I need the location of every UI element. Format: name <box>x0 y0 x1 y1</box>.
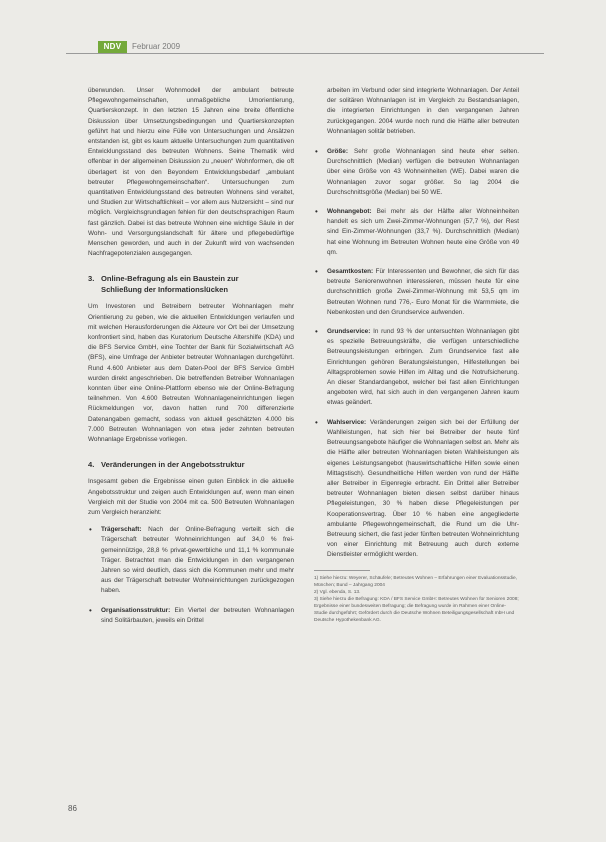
footnote: 1) Siehe hierzu: Weyerer, Schäufele; Betreutes Wohnen – Erfahrungen einer Evaluationsstudie, München; Bund – Jahrgang 2004 <box>314 575 518 588</box>
bullet-traegerschaft <box>88 525 294 596</box>
bullet-wahlservice <box>314 418 519 561</box>
footnote: 3) Siehe hierzu die Befragung: KDA / BFS Service GmbH: Betreutes Wohnen für Senioren 2008; Ergebnisse einer bundesweiten Befragung; die Befragung wurde im Rahmen einer Online-Studie durchgeführt; Gefördert durch die Deutsche Wohnen Beteiligungsgesellschaft mbH und Deutsche Hypothekenbank AG. <box>314 596 519 623</box>
bullet-label: Gesamtkosten: <box>327 268 374 276</box>
section-4-heading <box>88 459 294 470</box>
bullet-text: Nach der Online-Befragung verteilt sich die Trägerschaft betreuter Wohneinrichtungen auf 34,0 % frei-gemeinnützige, 28,8 % privat-gewerbliche und 11,1 % kommunale Träger. Betrachtet man die Entwicklungen in den vergangenen Jahren so wird deutlich, dass sich die Kommunen mehr und mehr aus der Trägerschaft betreuter Wohneinrichtungen zurückgezogen haben. <box>101 526 294 595</box>
footnote-rule <box>314 570 370 571</box>
bullet-label: Größe: <box>327 148 348 156</box>
bullet-text: Bei mehr als der Hälfte aller Wohneinheiten handelt es sich um Zwei-Zimmer-Wohnungen (57,7 %), der Rest sind Ein-Zimmer-Wohnungen (33,7 %). Durchschnittlich (Median) hat eine Wohnung im Betreuten Wohnen heute eine Größe von 49 qm. <box>327 208 519 256</box>
bullet-label: Organisationsstruktur: <box>101 606 171 614</box>
header-rule <box>66 53 544 54</box>
footnotes <box>314 575 519 624</box>
bullet-text: Sehr große Wohnanlagen sind heute eher selten. Durchschnittlich (Median) verfügen die betreuten Wohnanlagen über eine Größe von 43 Wohneinheiten (WE). Dabei waren die Wohnanlagen zuvor sogar größer. So lag 2004 die Durchschnittsgröße (Median) bei 50 WE. <box>327 148 519 196</box>
continuation-paragraph: arbeiten im Verbund oder sind integrierte Wohnanlagen. Der Anteil der solitären Wohnanlagen ist im Vergleich zu Bestandsanlagen, die integrierten Einrichtungen in den vergangenen Jahren zurückgegangen. 2004 wurde noch rund die Hälfte aller betreuten Wohnanlagen solitär betrieben. <box>327 87 519 135</box>
left-bullet-list <box>88 525 294 626</box>
bullet-text: In rund 93 % der untersuchten Wohnanlagen gibt es spezielle Betreuungskräfte, die verfügen unterschiedliche Betreuungsleistungen erbringen. Zum Grundservice fast alle Einrichtungen gehören Beratungsleistungen, Hilfestellungen bei Alltagsproblemen sowie Hilfen im Alltag und die Notrufsicherung. An dieser Standardangebot, welcher bei fast allen Einrichtungen angeboten wird, hat sich auch in den vergangenen Jahren kaum etwas geändert. <box>327 328 519 407</box>
footnote: 2) Vgl. ebenda, S. 13. <box>314 589 361 595</box>
bullet-grundservice <box>314 327 519 409</box>
bullet-label: Grundservice: <box>327 328 371 336</box>
ndv-logo: NDV <box>98 41 127 53</box>
intro-paragraph: überwunden. Unser Wohnmodell der ambulant betreute Pflegewohngemeinschaften, unmaßgebliche Umorientierung, Quartierskonzept. In den letzten 15 Jahren eine breite öffentliche Diskussion über Umsetzungsbedingungen und Quartierskonzepten geführt hat und hierzu eine Fülle von Untersuchungen und Ansätzen entstanden ist, gibt es kaum aktuelle Untersuchungen zum quantitativen Entwicklungsstand des betreuten Wohnens. Seine Thematik wird offenbar in der allgemeinen Diskussion zu „neuen“ Wohnformen, die oft überlagert ist von den Beyondern Entwicklungsbedarf „ambulant betreuter Pflegewohngemeinschaften“. Untersuchungen zum quantitativen Entwicklungsstand des betreuten Wohnens sind veraltet, und Studien zur Wirtschaftlichkeit – vor allem aus Nutzersicht – sind nur möglich. Vergleichsgrundlagen fehlen für den deutschsprachigen Raum fast gänzlich. Dabei ist das betreute Wohnen eine wichtige Säule in der Wohn- und Versorgungslandschaft für ältere und pflegebedürftige Menschen geworden, und auch in der Zukunft wird von wachsenden Nachfragepotenzialen ausgegangen. <box>88 87 294 258</box>
left-column <box>88 86 294 635</box>
section-3-title-line1: Online-Befragung als ein Baustein zur <box>101 274 239 284</box>
section-4-number: 4. <box>88 460 95 470</box>
section-4-title: Veränderungen in der Angebotsstruktur <box>101 460 245 470</box>
section-3-paragraph: Um Investoren und Betreibern betreuter Wohnanlagen mehr Orientierung zu geben, wie die aktuellen Entwicklungen verlaufen und mit welchen Herausforderungen die Akteure vor Ort bei der Umsetzung konfrontiert sind, haben das Kuratorium Deutsche Altershilfe (KDA) und die BFS Service GmbH, eine Tochter der Bank für Sozialwirtschaft AG (BFS), eine Umfrage der Anbieter betreuter Wohnanlagen durchgeführt. Rund 4.600 Anbieter aus dem Daten-Pool der BFS Service GmbH wurden direkt angeschrieben. Die betreffenden Betreiber Wohnanlagen konnten über eine Online-Plattform ebenso wie der Online-Befragung teilnehmen. Von 4.600 Betreuten Wohnanlageneinrichtungen liegen Rückmeldungen vor, davon hatten rund 700 differenzierte Datenangaben gemacht, sodass von aktuell geschätzten 4.000 bis 7.000 Betreuten Wohnanlagen von etwa jeder zehnten betreuten Wohnanlage Ergebnisse vorliegen. <box>88 303 294 444</box>
bullet-gesamtkosten <box>314 267 519 318</box>
right-bullet-list <box>314 147 519 561</box>
bullet-groesse <box>314 147 519 198</box>
bullet-label: Trägerschaft: <box>101 526 142 534</box>
right-column <box>314 86 519 624</box>
bullet-organisationsstruktur <box>88 606 294 626</box>
bullet-text: Ein Viertel der betreuten Wohnanlagen sind Solitärbauten, jeweils ein Drittel <box>101 606 295 624</box>
section-3-number: 3. <box>88 274 95 284</box>
section-3-title-line2: Schließung der Informationslücken <box>101 285 229 295</box>
page-number: 86 <box>68 804 77 813</box>
bullet-text: Für Interessenten und Bewohner, die sich für das betreute Seniorenwohnen interessieren, müssen heute für eine durchschnittlich große Zwei-Zimmer-Wohnung mit 53,5 qm im Betreuten Wohnen rund 776,- Euro Monat für die Warmmiete, die Nebenkosten und den Grundservice aufwenden. <box>327 268 519 316</box>
bullet-label: Wohnangebot: <box>327 208 372 216</box>
bullet-label: Wahlservice: <box>327 418 367 426</box>
bullet-text: Veränderungen zeigen sich bei der Erfüllung der Wahlleistungen, hat sich hier bei Betreiber der heute fünf Betreuungsangebote häufiger die Wohnanlagen selbst an. Mehr als die Hälfte aller betreuten Wohnanlagen bieten Wahlleistungen als eigenes Leistungsangebot (hauswirtschaftliche Hilfen sowie einen Mittagstisch). Gesundheitliche Hilfen werden von rund der Hälfte aller Betreiber in Eigenregie erbracht. Ein Drittel aller Betreiber betreuter Wohnanlagen bieten diesen selbst darüber hinaus Pflegeleistungen, 30 % haben diese Pflegeleistungen per Kooperationsvertrag. Über 10 % haben eine angegliederte ambulante Pflegewohngemeinschaft, die Rund um die Uhr-Betreuung sichert, die fast jeder fünften betreuten Wohneinrichtung von einer Einrichtung mit Betreuung auch durch externe Dienstleister ermöglicht werden. <box>327 418 519 559</box>
issue-label: Februar 2009 <box>132 42 181 51</box>
section-4-paragraph: Insgesamt geben die Ergebnisse einen guten Einblick in die aktuelle Angebotsstruktur und zeigen auch Entwicklungen auf, wenn man einen Vergleich mit der Studie von 2004 mit ca. 500 Betreuten Wohnanlagen zum Vergleich heranzieht: <box>88 478 294 516</box>
bullet-wohnangebot <box>314 207 519 258</box>
section-3-heading <box>88 273 294 295</box>
